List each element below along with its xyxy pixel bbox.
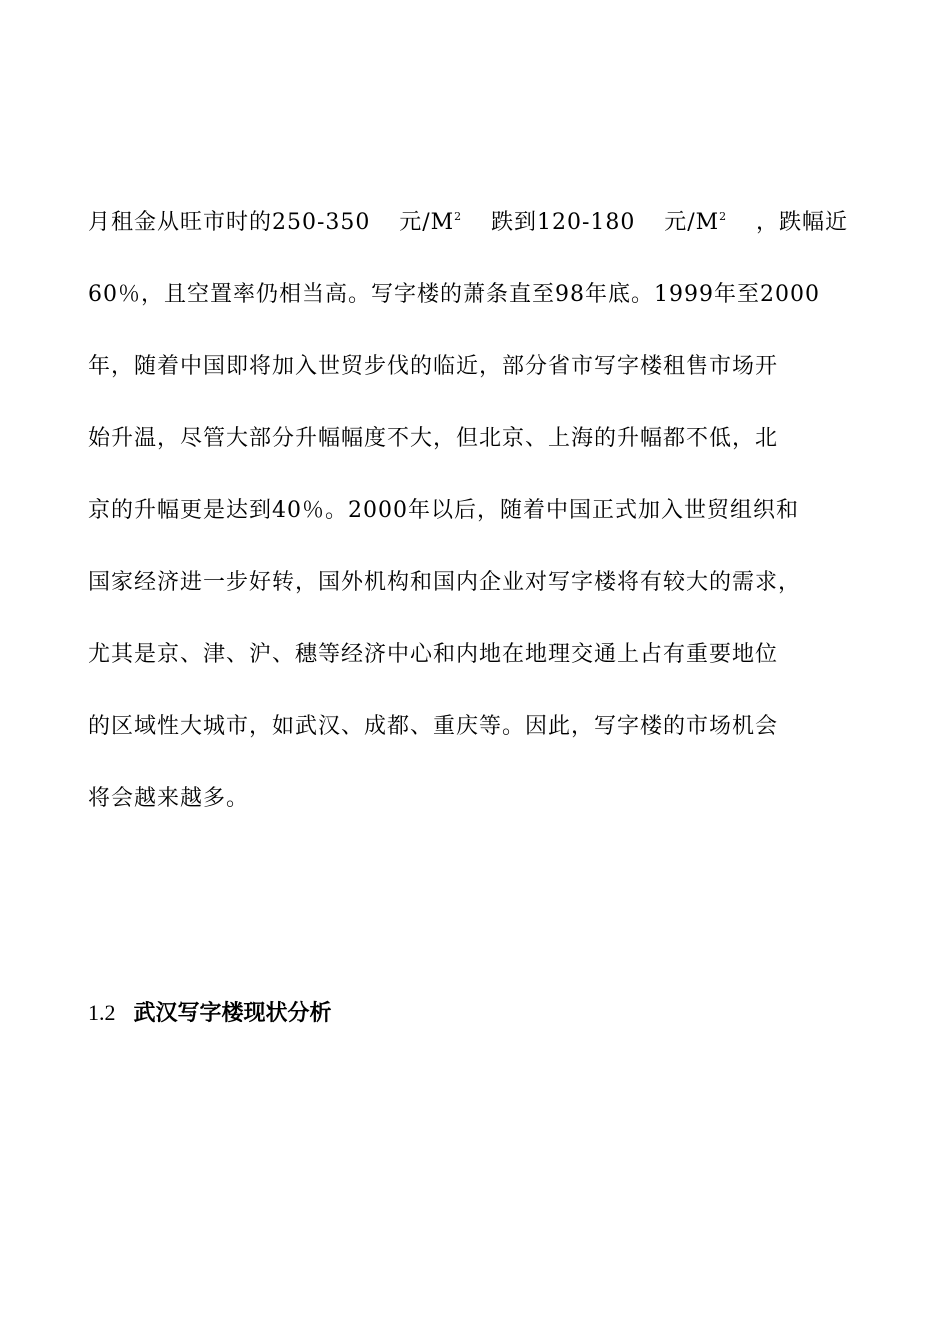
line1-seg2: 元/M: [399, 210, 455, 235]
line1-sup2: 2: [454, 210, 463, 223]
section-title: 武汉写字楼现状分析: [133, 1001, 332, 1026]
line1-seg3: 跌到120-180: [490, 210, 636, 235]
paragraph-line-2: 60％，且空置率仍相当高。写字楼的萧条直至98年底。1999年至2000: [88, 282, 820, 307]
section-heading: [88, 998, 332, 1029]
paragraph-line-4: 始升温，尽管大部分升幅幅度不大，但北京、上海的升幅都不低，北: [88, 426, 779, 451]
line1-seg5: ，跌幅近: [755, 210, 848, 235]
line1-unit-1: [399, 208, 462, 238]
section-number: 1.2: [88, 1000, 116, 1025]
paragraph-line-7: 尤其是京、津、沪、穗等经济中心和内地在地理交通上占有重要地位: [88, 642, 779, 667]
paragraph-line-1: [88, 208, 848, 238]
paragraph-line-3: 年，随着中国即将加入世贸步伐的临近，部分省市写字楼租售市场开: [88, 354, 779, 379]
paragraph-line-6: 国家经济进一步好转，国外机构和国内企业对写字楼将有较大的需求，: [88, 570, 802, 595]
paragraph-line-8: 的区域性大城市，如武汉、成都、重庆等。因此，写字楼的市场机会: [88, 714, 779, 739]
paragraph-line-5: 京的升幅更是达到40％。2000年以后，随着中国正式加入世贸组织和: [88, 498, 799, 523]
line1-seg1: 月租金从旺市时的250-350: [88, 210, 371, 235]
paragraph-line-9: 将会越来越多。: [88, 786, 250, 811]
line1-seg4: 元/M: [664, 210, 720, 235]
line1-unit-2: [664, 208, 727, 238]
line1-sup4: 2: [719, 210, 728, 223]
